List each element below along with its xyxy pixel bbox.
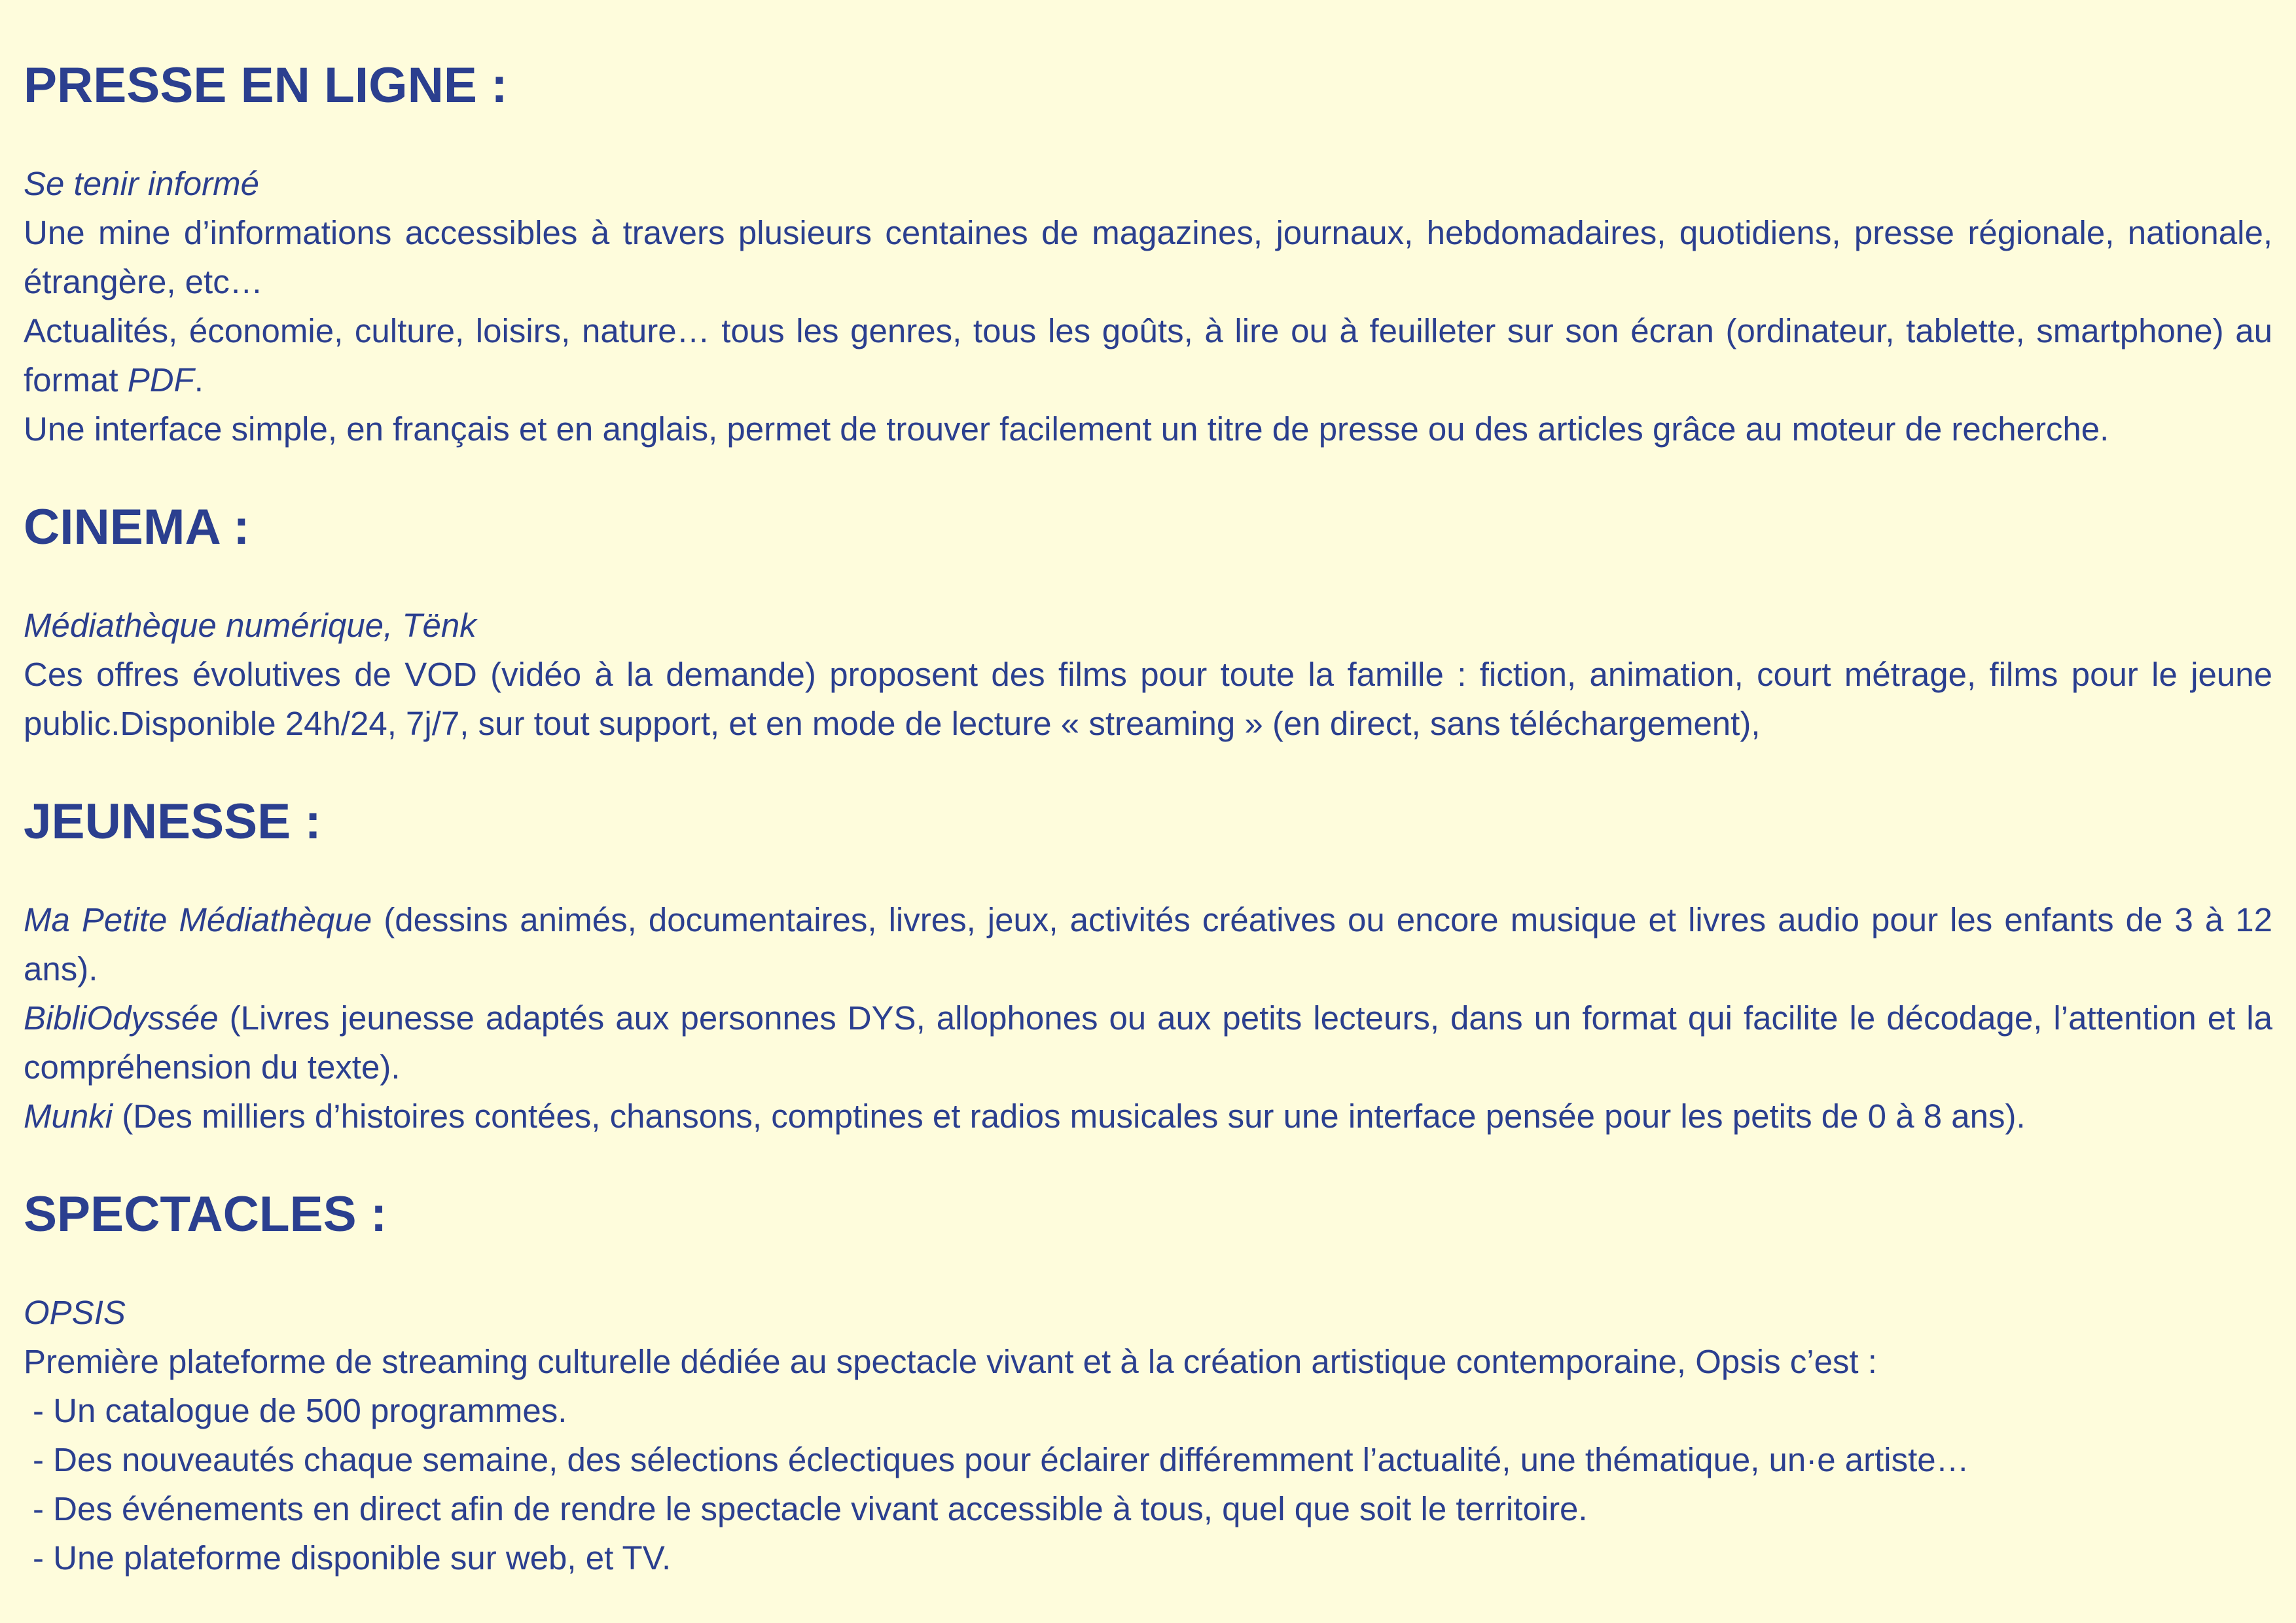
- list-item: - Des événements en direct afin de rendre le spectacle vivant accessible à tous, quel que soit le territoire.: [33, 1490, 1588, 1527]
- jeunesse-item-text: (Des milliers d’histoires contées, chansons, comptines et radios musicales sur une interface pensée pour les petits de 0 à 8 ans).: [113, 1097, 2026, 1135]
- list-item: - Des nouveautés chaque semaine, des sélections éclectiques pour éclairer différemment l’actualité, une thématique, un·e artiste…: [33, 1441, 1969, 1478]
- jeunesse-item-munki: [24, 1092, 2272, 1141]
- paragraph-cinema-1: Ces offres évolutives de VOD (vidéo à la demande) proposent des films pour toute la famille : fiction, animation, court métrage, films pour le jeune public.Disponible 24h/24, 7j/7, sur tout support, et en mode de lecture « streaming » (en direct, sans téléchargement),: [24, 656, 2272, 742]
- section-heading-presse: PRESSE EN LIGNE :: [24, 58, 508, 113]
- jeunesse-item-name: Munki: [24, 1097, 113, 1135]
- paragraph-presse-2-text: Actualités, économie, culture, loisirs, nature… tous les genres, tous les goûts, à lire ou à feuilleter sur son écran (ordinateur, tablette, smartphone) au format: [24, 312, 2272, 399]
- section-jeunesse: [24, 794, 2272, 1141]
- paragraph-presse-3: Une interface simple, en français et en anglais, permet de trouver facilement un titre de presse ou des articles grâce au moteur de recherche.: [24, 410, 2109, 448]
- list-item: - Un catalogue de 500 programmes.: [33, 1392, 567, 1429]
- section-heading-cinema: CINEMA :: [24, 499, 250, 555]
- paragraph-presse-2-end: .: [194, 361, 204, 399]
- list-item: - Une plateforme disponible sur web, et TV.: [33, 1539, 672, 1577]
- section-presse: [24, 58, 2272, 454]
- subtitle-spectacles: OPSIS: [24, 1294, 126, 1331]
- section-spectacles: [24, 1186, 2272, 1582]
- jeunesse-item-name: Ma Petite Médiathèque: [24, 901, 372, 938]
- jeunesse-item-name: BibliOdyssée: [24, 999, 219, 1037]
- subtitle-cinema: Médiathèque numérique, Tënk: [24, 607, 476, 644]
- section-cinema: [24, 499, 2272, 748]
- jeunesse-item-text: (dessins animés, documentaires, livres, jeux, activités créatives ou encore musique et livres audio pour les enfants de 3 à 12 ans).: [24, 901, 2272, 988]
- paragraph-presse-1: Une mine d’informations accessibles à travers plusieurs centaines de magazines, journaux, hebdomadaires, quotidiens, presse régionale, nationale, étrangère, etc…: [24, 214, 2272, 300]
- jeunesse-item-text: (Livres jeunesse adaptés aux personnes DYS, allophones ou aux petits lecteurs, dans un format qui facilite le décodage, l’attention et la compréhension du texte).: [24, 999, 2272, 1086]
- paragraph-presse-2: [24, 306, 2272, 404]
- jeunesse-item-bibliodyssee: [24, 993, 2272, 1092]
- paragraph-spectacles-intro: Première plateforme de streaming culturelle dédiée au spectacle vivant et à la création artistique contemporaine, Opsis c’est :: [24, 1343, 1877, 1380]
- subtitle-presse: Se tenir informé: [24, 165, 259, 202]
- jeunesse-item-ma-petite-mediatheque: [24, 895, 2272, 993]
- section-heading-spectacles: SPECTACLES :: [24, 1186, 387, 1242]
- section-heading-jeunesse: JEUNESSE :: [24, 794, 321, 849]
- pdf-format-label: PDF: [127, 361, 194, 399]
